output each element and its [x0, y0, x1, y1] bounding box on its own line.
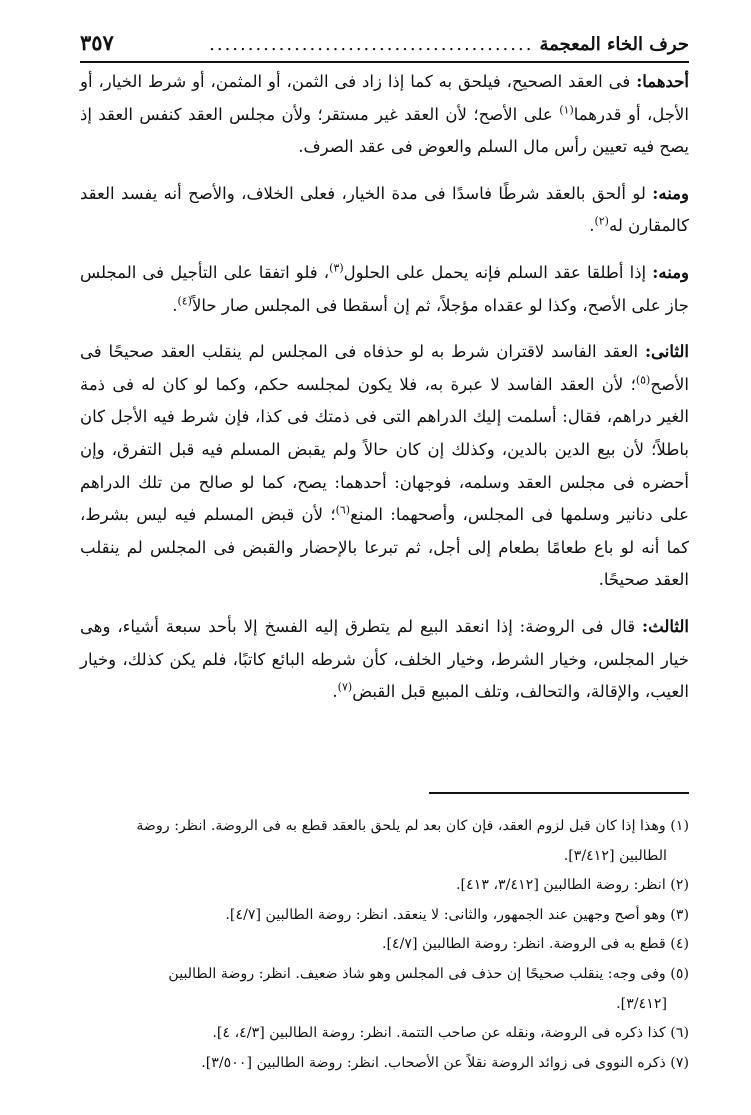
- paragraph-label: الثانى:: [644, 342, 689, 362]
- paragraph-label: ومنه:: [652, 183, 689, 203]
- footnote-1-continuation: الطالبين [٣/٤١٢].: [563, 847, 667, 864]
- paragraph-fourth: [80, 336, 689, 597]
- footnote-ref: (٧): [337, 680, 353, 694]
- paragraph-text: ؛ لأن قبض المسلم فيه ليس بشرط، كما أنه لو باع طعامًا بطعام إلى أجل، ثم تبرعا بالإحضار والقبض فى المجلس لم ينقلب العقد صحيحًا.: [80, 505, 689, 590]
- footnotes: [80, 812, 689, 1078]
- footnote-ref: (٥): [635, 373, 651, 387]
- footnote-ref: (١): [559, 103, 574, 117]
- chapter-title: حرف الخاء المعجمة: [539, 34, 689, 55]
- paragraph-text: .: [589, 216, 595, 236]
- paragraph-text: قال فى الروضة: إذا انعقد البيع لم يتطرق إليه الفسخ إلا بأحد سبعة أشياء، وهى خيار المجلس، وخيار الشرط، وخيار الخلف، كأن شرطه البائع كاتبًا، فلم يكن كذلك، وخيار العيب، والإقالة، والتحالف، وتلف المبيع قبل القبض: [80, 616, 689, 702]
- paragraph-text: العقد الفاسد لاقتران شرط به لو حذفاه فى المجلس لم ينقلب العقد صحيحًا فى الأصح: [80, 342, 689, 394]
- footnote-3: (٣) وهو أصح وجهين عند الجمهور، والثانى: لا ينعقد. انظر: روضة الطالبين [٤/٧].: [225, 906, 689, 923]
- paragraph-label: ومنه:: [652, 262, 690, 282]
- page-number: ٣٥٧: [80, 30, 114, 55]
- paragraph-text: على الأصح؛ لأن العقد غير مستقر؛ ولأن مجلس العقد كنفس العقد إذ يصح فيه تعيين رأس مال السلم والعوض فى عقد الصرف.: [80, 104, 689, 157]
- footnote-4: (٤) قطع به فى الروضة. انظر: روضة الطالبين [٤/٧].: [381, 936, 689, 953]
- footnote-7: (٧) ذكره النووى فى زوائد الروضة نقلاً عن الأصحاب. انظر: روضة الطالبين [٣/٥٠٠].: [201, 1054, 689, 1071]
- main-text: [80, 66, 689, 723]
- footnote-6: (٦) كذا ذكره فى الروضة، ونقله عن صاحب التتمة. انظر: روضة الطالبين [٤/٣، ٤].: [212, 1025, 689, 1042]
- paragraph-text: فى العقد الصحيح، فيلحق به كما إذا زاد فى الثمن، أو المثمن، أو شرط الخيار، أو الأجل، أو قدرهما: [80, 72, 689, 124]
- header-rule: [80, 61, 689, 63]
- header-dot-leader: ..........................................: [209, 34, 534, 55]
- running-header: [80, 30, 689, 55]
- paragraph-label: الثالث:: [642, 616, 689, 636]
- paragraph-text: .: [332, 682, 338, 702]
- footnote-5-continuation: [٣/٤١٢].: [616, 995, 667, 1012]
- paragraph-fifth: [80, 611, 689, 709]
- paragraph-text: ؛ لأن العقد الفاسد لا عبرة به، فلا يكون لمجلسه حكم، وكما لو كان له فى ذمة الغير دراهم، فقال: أسلمت إليك الدراهم التى فى ذمتك فى كذا، فإن شرط فيه الأجل كان باطلاً؛ لأن بيع الدين بالدين، وكذلك إن كان حالاً ولم يقبض المسلم فيه قبل التفرق، وإن أحضره فى مجلس العقد وسلمه، فوجهان: أحدهما: يصح، كما لو صالح من تلك الدراهم على دنانير وسلمها فى المجلس، وأصحهما: المنع: [80, 374, 689, 525]
- paragraph-first: [80, 66, 689, 164]
- paragraph-text: ، فلو اتفقا على التأجيل فى المجلس جاز على الأصح، وكذا لو عقداه مؤجلاً، ثم إن أسقطا فى المجلس صار حالاً: [80, 262, 689, 315]
- paragraph-text: لو ألحق بالعقد شرطًا فاسدًا فى مدة الخيار، فعلى الخلاف، والأصح أنه يفسد العقد كالمقارن له: [80, 183, 689, 236]
- footnote-separator: [429, 792, 689, 794]
- footnote-5: (٥) وفى وجه: ينقلب صحيحًا إن حذف فى المجلس وهو شاذ ضعيف. انظر: روضة الطالبين: [168, 965, 689, 982]
- footnote-1: (١) وهذا إذا كان قبل لزوم العقد، فإن كان بعد لم يلحق بالعقد قطع به فى الروضة. انظر: روضة: [136, 818, 689, 834]
- paragraph-text: إذا أطلقا عقد السلم فإنه يحمل على الحلول: [343, 262, 653, 282]
- paragraph-third: [80, 257, 689, 322]
- footnote-ref: (٣): [329, 261, 344, 275]
- paragraph-second: [80, 178, 689, 243]
- paragraph-label: أحدهما:: [636, 72, 689, 91]
- footnote-2: (٢) انظر: روضة الطالبين [٣/٤١٢، ٤١٣].: [456, 877, 689, 894]
- footnote-ref: (٦): [335, 503, 351, 517]
- footnote-ref: (٤): [177, 294, 192, 308]
- footnote-ref: (٢): [594, 214, 609, 228]
- paragraph-text: .: [172, 295, 178, 315]
